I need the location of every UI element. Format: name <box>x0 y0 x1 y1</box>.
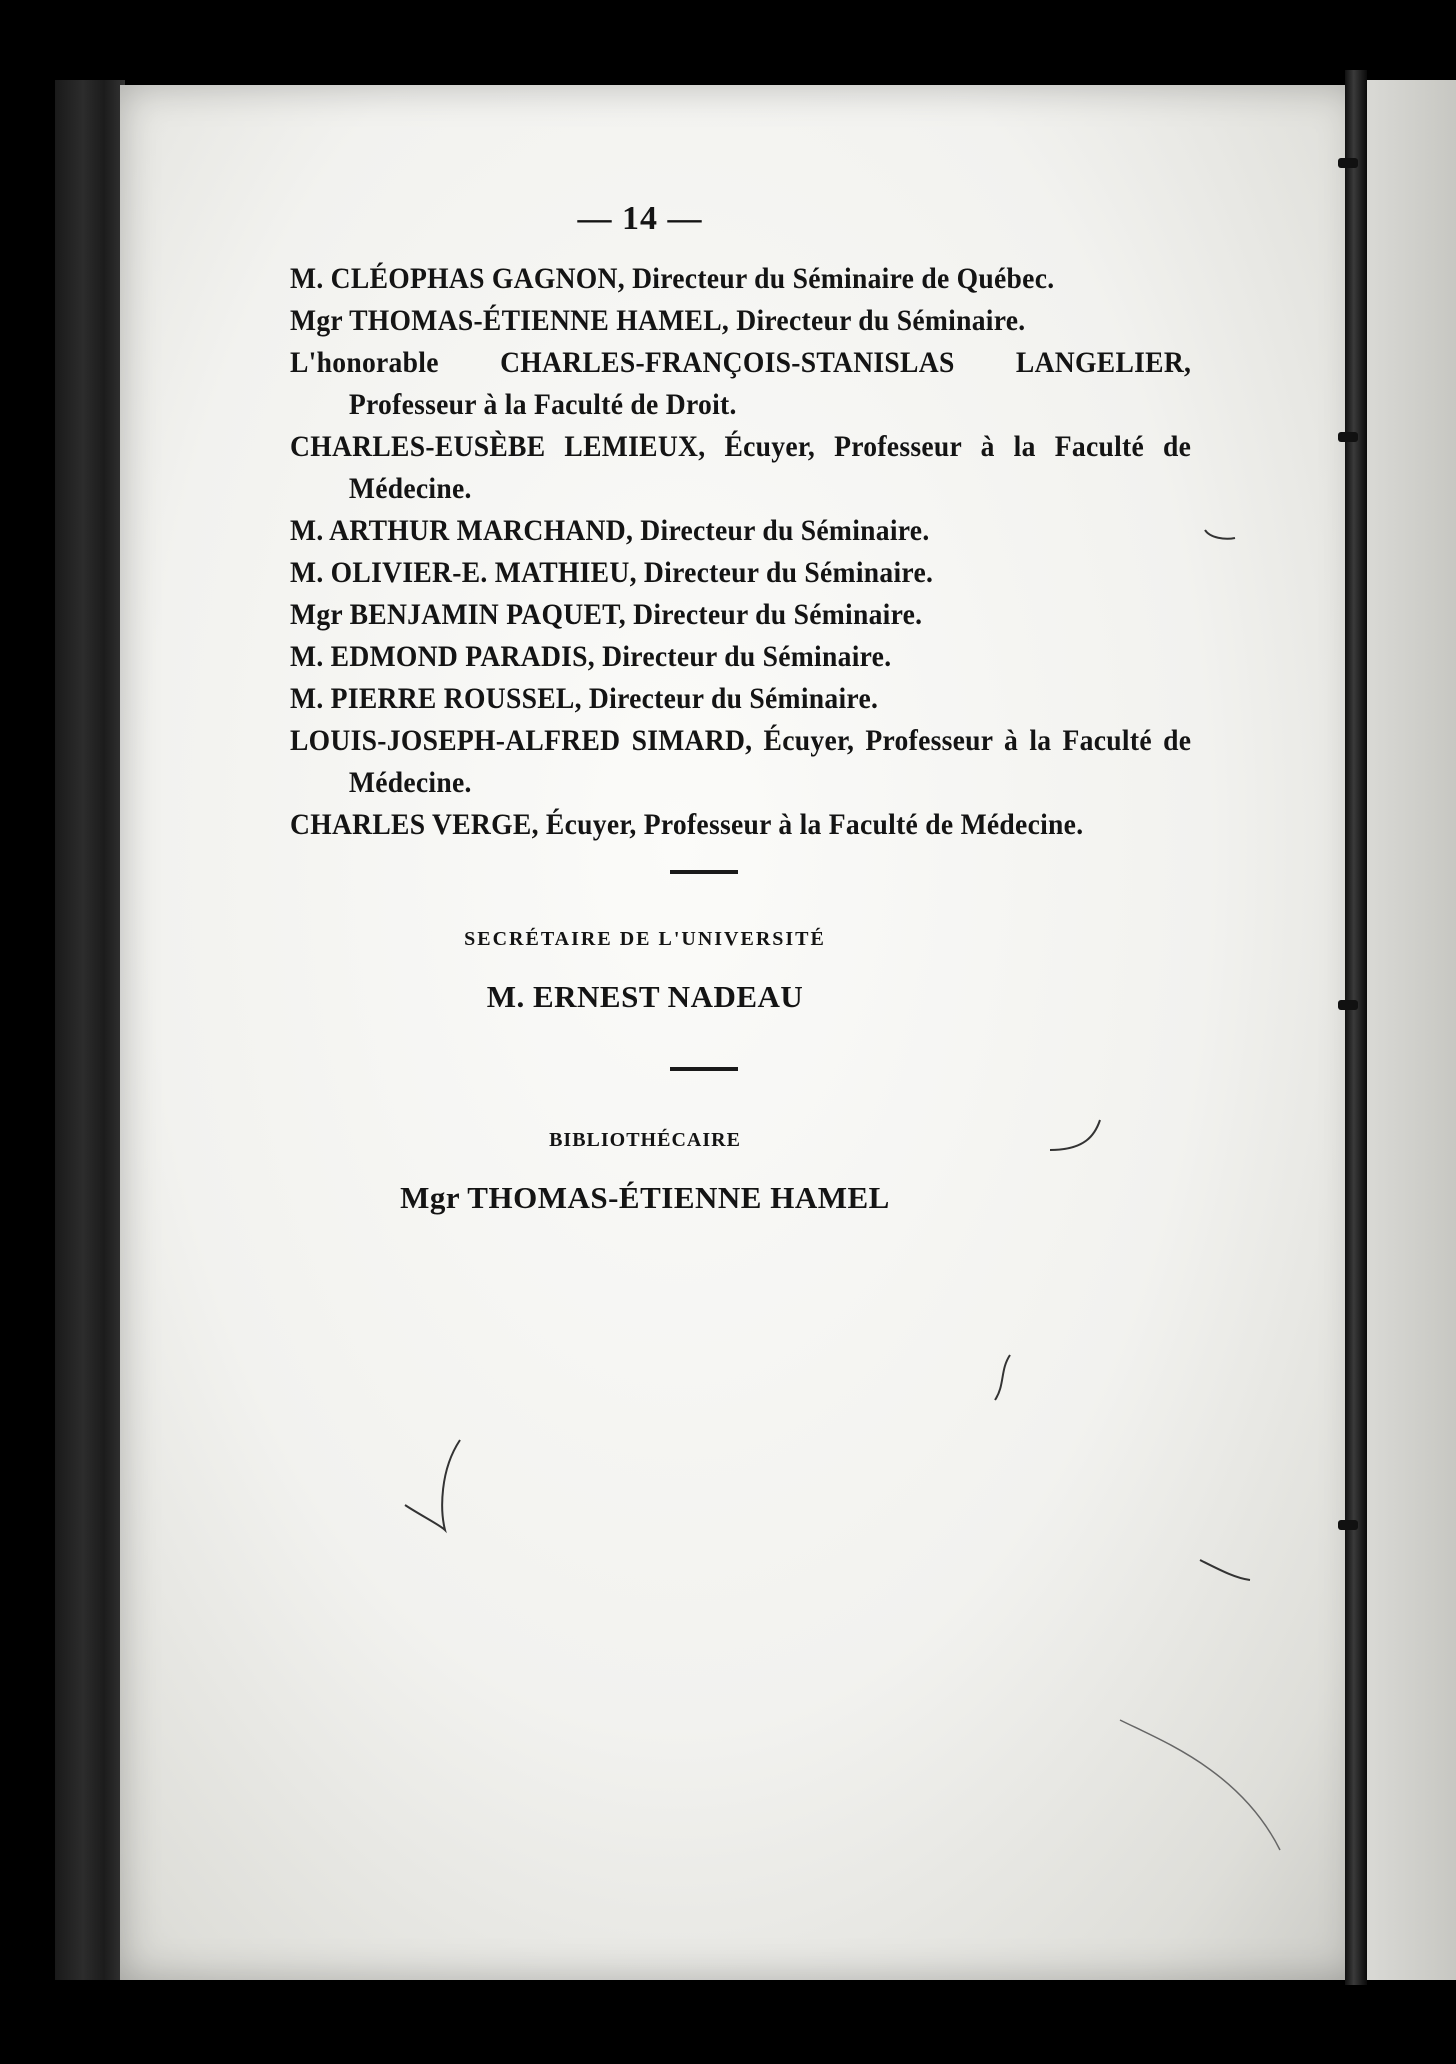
list-item: M. CLÉOPHAS GAGNON, Directeur du Séminaire de Québec. <box>290 262 1055 295</box>
section-divider <box>670 870 738 874</box>
list-item: M. ARTHUR MARCHAND, Directeur du Séminaire. <box>290 514 930 547</box>
librarian-heading: BIBLIOTHÉCAIRE <box>549 1129 741 1151</box>
page-number: — 14 — <box>577 200 703 237</box>
list-item: CHARLES-EUSÈBE LEMIEUX, Écuyer, Professeur à la Faculté de Médecine. <box>290 430 1192 505</box>
list-item: L'honorable CHARLES-FRANÇOIS-STANISLAS LANGELIER, Professeur à la Faculté de Droit. <box>290 346 1192 421</box>
section-divider <box>670 1067 738 1071</box>
list-item: LOUIS-JOSEPH-ALFRED SIMARD, Écuyer, Professeur à la Faculté de Médecine. <box>290 724 1192 799</box>
secretary-heading: SECRÉTAIRE DE L'UNIVERSITÉ <box>464 928 826 950</box>
librarian-name: Mgr THOMAS-ÉTIENNE HAMEL <box>400 1180 890 1215</box>
list-item: CHARLES VERGE, Écuyer, Professeur à la Faculté de Médecine. <box>290 808 1084 841</box>
list-item: M. PIERRE ROUSSEL, Directeur du Séminaire. <box>290 682 879 715</box>
faculty-list <box>290 258 1192 846</box>
list-item: M. EDMOND PARADIS, Directeur du Séminaire. <box>290 640 892 673</box>
list-item: M. OLIVIER-E. MATHIEU, Directeur du Séminaire. <box>290 556 934 589</box>
list-item: Mgr BENJAMIN PAQUET, Directeur du Séminaire. <box>290 598 923 631</box>
list-item: Mgr THOMAS-ÉTIENNE HAMEL, Directeur du Séminaire. <box>290 304 1026 337</box>
secretary-name: M. ERNEST NADEAU <box>486 979 804 1014</box>
page-content <box>290 200 1192 1216</box>
